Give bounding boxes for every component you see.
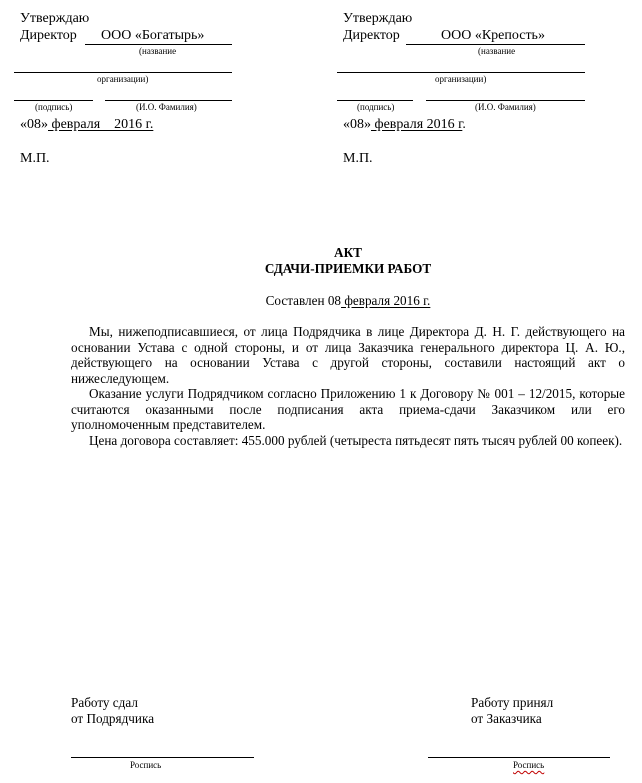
right-approve-label: Утверждаю — [343, 11, 413, 26]
composed-line — [0, 293, 642, 309]
document-body — [71, 324, 625, 448]
signature-right-underline — [428, 757, 610, 758]
left-director-label: Директор — [20, 28, 77, 43]
left-fio-underline — [105, 100, 232, 101]
composed-prefix: Составлен 08 — [265, 293, 342, 308]
right-sign-underline — [337, 100, 413, 101]
title-line-2: СДАЧИ-ПРИЕМКИ РАБОТ — [264, 261, 432, 276]
signature-right-hint: Роспись — [513, 760, 545, 770]
right-date — [343, 117, 466, 133]
left-hint-sign: (подпись) — [35, 102, 73, 112]
left-date — [20, 117, 153, 133]
left-org-name-underline — [85, 44, 232, 45]
composed-date: февраля 2016 г. — [341, 293, 431, 308]
left-hint-org: организации) — [97, 74, 149, 84]
left-approve-label: Утверждаю — [20, 11, 90, 26]
right-fio-underline — [426, 100, 585, 101]
left-org-underline — [14, 72, 232, 73]
right-hint-sign: (подпись) — [357, 102, 395, 112]
right-hint-name: (название — [478, 46, 516, 56]
title-line-1: АКТ — [334, 245, 362, 260]
left-hint-name: (название — [139, 46, 177, 56]
signature-left-line-2: от Подрядчика — [71, 711, 155, 726]
right-director-label: Директор — [343, 28, 400, 43]
left-date-month-year: февраля 2016 г. — [48, 117, 154, 132]
right-date-month-year: февраля 2016 г — [371, 117, 463, 132]
right-org-name: ООО «Крепость» — [441, 28, 545, 43]
left-sign-underline — [14, 100, 93, 101]
body-paragraph-3: Цена договора составляет: 455.000 рублей (четыреста пятьдесят пять тысяч рублей 00 копеек). — [89, 432, 623, 448]
right-stamp: М.П. — [343, 151, 373, 166]
right-date-dot: . — [462, 117, 466, 132]
right-hint-fio: (И.О. Фамилия) — [475, 102, 536, 112]
right-hint-org: организации) — [435, 74, 487, 84]
signature-left-hint: Роспись — [130, 760, 162, 770]
left-org-name: ООО «Богатырь» — [101, 28, 205, 43]
signature-left-line-1: Работу сдал — [71, 695, 138, 710]
body-paragraph-1: Мы, нижеподписавшиеся, от лица Подрядчика в лице Директора Д. Н. Г. действующего на основании Устава с одной стороны, и от лица Заказчика генерального директора Ц. А. Ю., действующего на основании Устава с другой стороны, составили настоящий акт о нижеследующем. — [71, 324, 625, 386]
left-hint-fio: (И.О. Фамилия) — [136, 102, 197, 112]
left-date-day: «08» — [20, 117, 48, 132]
right-org-underline — [337, 72, 585, 73]
signature-right-line-2: от Заказчика — [471, 711, 542, 726]
right-date-day: «08» — [343, 117, 371, 132]
left-stamp: М.П. — [20, 151, 50, 166]
signature-right-line-1: Работу принял — [471, 695, 554, 710]
signature-left-underline — [71, 757, 254, 758]
right-org-name-underline — [406, 44, 585, 45]
body-paragraph-2: Оказание услуги Подрядчиком согласно Приложению 1 к Договору № 001 – 12/2015, которые считаются оказанными после подписания акта приема-сдачи Заказчиком или его уполномоченным представителем. — [71, 386, 625, 432]
